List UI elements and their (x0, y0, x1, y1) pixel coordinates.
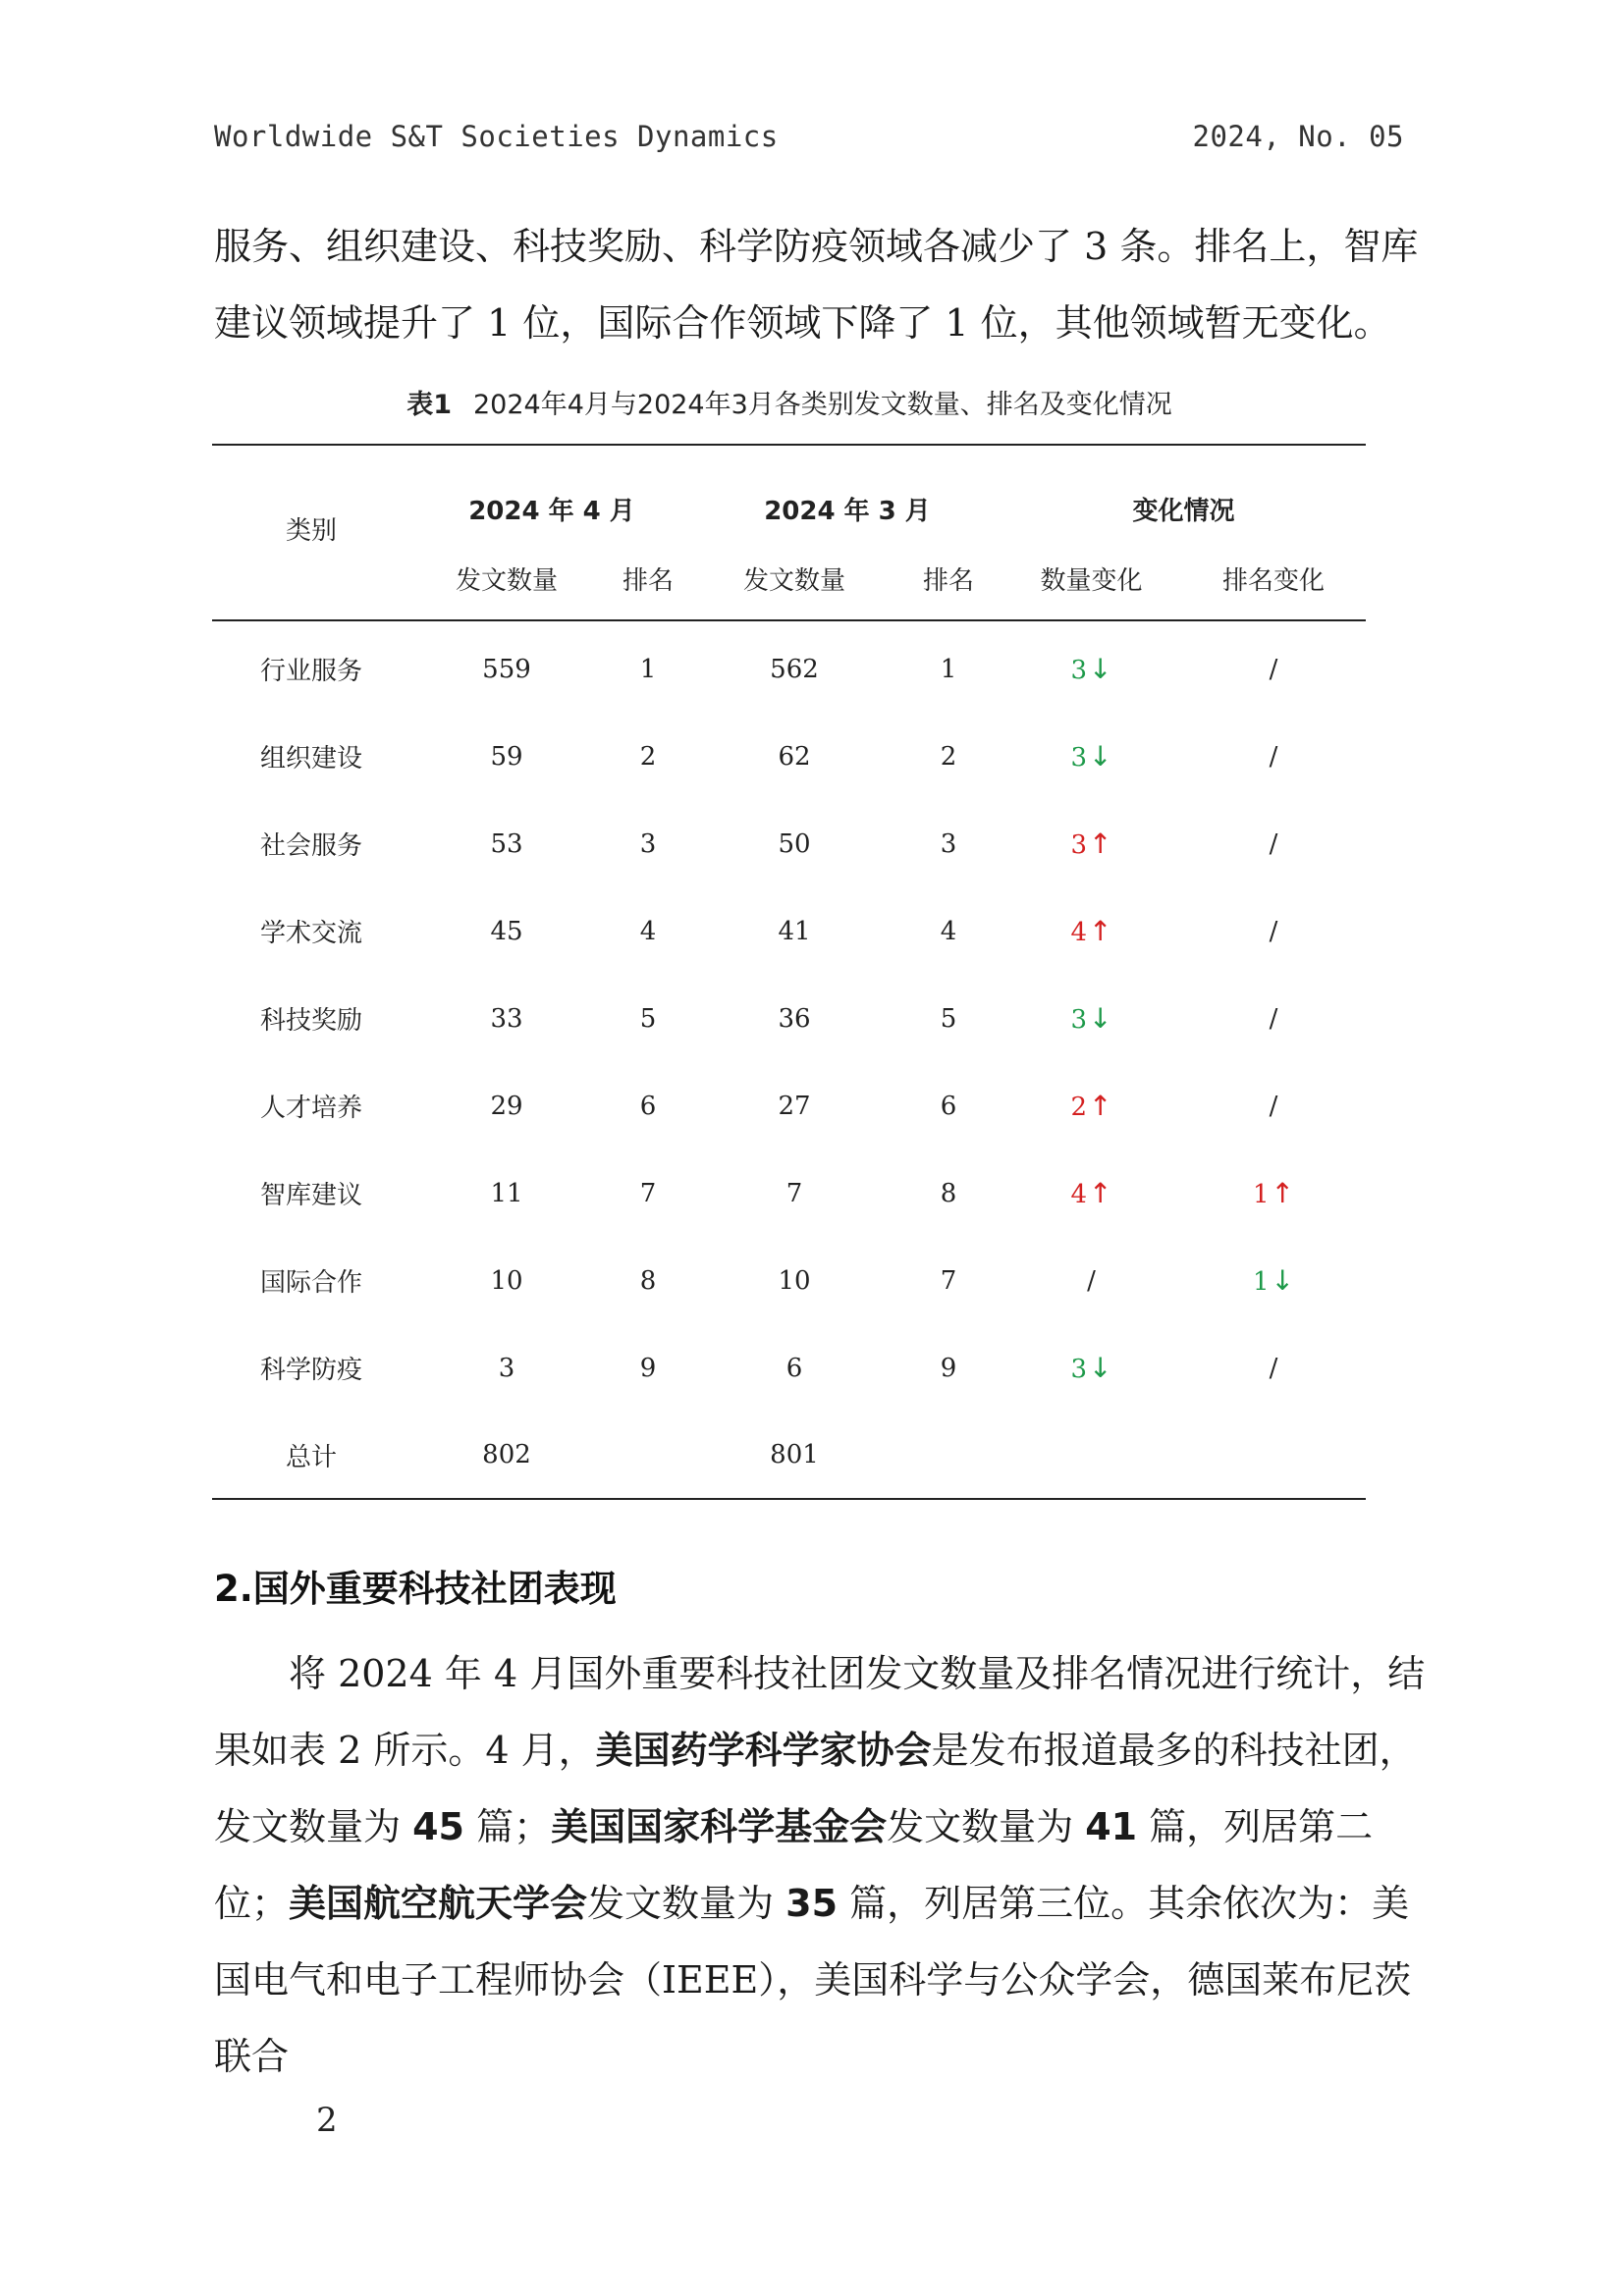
header-category: 类别 (212, 445, 410, 620)
total-count-change (1001, 1412, 1181, 1499)
header-change: 变化情况 (1001, 445, 1366, 537)
cell-mar-rank: 3 (940, 828, 957, 859)
change-value: 3 (1070, 1005, 1088, 1035)
intro-paragraph: 服务、组织建设、科技奖励、科学防疫领域各减少了 3 条。排名上，智库建议领域提升了 1 位，国际合作领域下降了 1 位，其他领域暂无变化。 (214, 225, 1419, 345)
cell-apr-count: 53 (490, 828, 523, 859)
cell-category: 人才培养 (259, 1094, 362, 1123)
cell-count-change (1001, 800, 1181, 887)
table-title: 2024年4月与2024年3月各类别发文数量、排名及变化情况 (473, 390, 1172, 420)
cell-rank-change (1181, 887, 1366, 975)
cell-mar-count: 41 (778, 916, 811, 946)
cell-category: 社会服务 (259, 831, 362, 861)
cell-apr-rank: 1 (639, 654, 657, 684)
cell-mar-count: 50 (778, 828, 811, 859)
total-mar-rank (895, 1412, 1001, 1499)
table-row (212, 975, 1366, 1062)
header-april: 2024 年 4 月 (410, 445, 693, 537)
text-segment: 篇，列居第三位。其余依次为：美国电气和电子工程师协会（IEEE），美国科学与公众学会，德国莱布尼茨联合 (214, 1882, 1412, 2078)
table-caption (214, 383, 1365, 421)
cell-mar-rank: 8 (940, 1178, 957, 1208)
arrow-up-icon: ↑ (1089, 915, 1112, 947)
cell-apr-rank: 7 (639, 1178, 657, 1208)
arrow-down-icon: ↓ (1089, 1352, 1112, 1384)
table-row (212, 1062, 1366, 1149)
table-row (212, 800, 1366, 887)
cell-mar-rank: 1 (940, 654, 957, 684)
bold-entity: 美国药学科学家协会 (595, 1729, 932, 1772)
cell-mar-count: 562 (770, 654, 819, 684)
cell-category: 组织建设 (259, 744, 362, 774)
arrow-down-icon: ↓ (1089, 653, 1112, 685)
cell-category: 科学防疫 (259, 1356, 362, 1385)
cell-mar-count: 10 (778, 1265, 811, 1296)
cell-apr-count: 559 (482, 654, 531, 684)
total-mar-count: 801 (693, 1412, 895, 1499)
cell-category: 智库建议 (259, 1181, 362, 1210)
journal-name: Worldwide S&T Societies Dynamics (214, 120, 779, 153)
cell-count-change (1001, 1149, 1181, 1237)
issue-number: 2024, No. 05 (1192, 120, 1404, 153)
table-1 (212, 444, 1366, 1500)
section2-paragraph (214, 1635, 1432, 2095)
table-row (212, 1324, 1366, 1412)
cell-mar-count: 27 (778, 1091, 811, 1121)
table-row (212, 887, 1366, 975)
cell-apr-count: 29 (490, 1091, 523, 1121)
change-value: / (1269, 916, 1278, 946)
cell-mar-rank: 9 (940, 1353, 957, 1383)
cell-count-change (1001, 1062, 1181, 1149)
cell-mar-rank: 2 (940, 741, 957, 772)
header-mar-rank: 排名 (895, 537, 1001, 620)
header-mar-count: 发文数量 (693, 537, 895, 620)
arrow-down-icon: ↓ (1089, 740, 1112, 773)
arrow-up-icon: ↑ (1089, 1177, 1112, 1209)
arrow-up-icon: ↑ (1089, 828, 1112, 860)
change-value: 3 (1070, 830, 1088, 860)
header-apr-rank: 排名 (603, 537, 693, 620)
page-number: 2 (316, 2101, 338, 2140)
section-heading: 2.国外重要科技社团表现 (214, 1568, 617, 1610)
cell-rank-change (1181, 1149, 1366, 1237)
change-value: 1 (1253, 1267, 1270, 1297)
cell-mar-rank: 5 (940, 1003, 957, 1034)
cell-apr-rank: 6 (639, 1091, 657, 1121)
cell-apr-count: 33 (490, 1003, 523, 1034)
text-segment: 发文数量为 (887, 1805, 1086, 1848)
cell-apr-count: 3 (498, 1353, 515, 1383)
text-segment: 篇，列居第二位； (214, 1805, 1374, 1925)
cell-mar-count: 62 (778, 741, 811, 772)
bold-entity: 41 (1085, 1805, 1138, 1848)
cell-apr-count: 59 (490, 741, 523, 772)
cell-category: 国际合作 (259, 1268, 362, 1298)
cell-apr-count: 11 (490, 1178, 523, 1208)
cell-count-change (1001, 713, 1181, 800)
text-segment: 篇； (463, 1805, 552, 1848)
total-row (212, 1412, 1366, 1499)
cell-rank-change (1181, 1062, 1366, 1149)
bold-entity: 美国航空航天学会 (289, 1882, 588, 1925)
cell-rank-change (1181, 620, 1366, 713)
cell-count-change (1001, 887, 1181, 975)
text-segment: 是发布报道最多的科技社团，发文数量为 (214, 1729, 1417, 1848)
cell-apr-rank: 8 (639, 1265, 657, 1296)
total-label: 总计 (212, 1412, 410, 1499)
bold-entity: 美国国家科学基金会 (551, 1805, 888, 1848)
change-value: 3 (1070, 656, 1088, 685)
cell-apr-count: 10 (490, 1265, 523, 1296)
cell-mar-rank: 7 (940, 1265, 957, 1296)
table-label: 表1 (406, 390, 452, 420)
cell-rank-change (1181, 1324, 1366, 1412)
change-value: / (1269, 1003, 1278, 1034)
change-value: 1 (1253, 1180, 1270, 1209)
text-segment: 发文数量为 (587, 1882, 786, 1925)
cell-rank-change (1181, 800, 1366, 887)
cell-mar-rank: 6 (940, 1091, 957, 1121)
header-rank-change: 排名变化 (1181, 537, 1366, 620)
change-value: / (1087, 1265, 1096, 1296)
change-value: 3 (1070, 743, 1088, 773)
cell-apr-count: 45 (490, 916, 523, 946)
change-value: / (1269, 741, 1278, 772)
cell-apr-rank: 5 (639, 1003, 657, 1034)
cell-rank-change (1181, 1237, 1366, 1324)
change-value: / (1269, 1091, 1278, 1121)
table-row (212, 1149, 1366, 1237)
cell-mar-count: 36 (778, 1003, 811, 1034)
cell-count-change (1001, 975, 1181, 1062)
cell-rank-change (1181, 975, 1366, 1062)
stats-table (212, 444, 1366, 1500)
total-rank-change (1181, 1412, 1366, 1499)
cell-mar-count: 7 (785, 1178, 803, 1208)
arrow-up-icon: ↑ (1271, 1177, 1295, 1209)
cell-apr-rank: 4 (639, 916, 657, 946)
cell-count-change (1001, 1237, 1181, 1324)
change-value: / (1269, 828, 1278, 859)
cell-apr-rank: 9 (639, 1353, 657, 1383)
change-value: / (1269, 654, 1278, 684)
table-row (212, 620, 1366, 713)
arrow-up-icon: ↑ (1089, 1090, 1112, 1122)
cell-apr-rank: 2 (639, 741, 657, 772)
cell-count-change (1001, 1324, 1181, 1412)
cell-rank-change (1181, 713, 1366, 800)
cell-category: 行业服务 (259, 657, 362, 686)
cell-category: 科技奖励 (259, 1006, 362, 1036)
cell-mar-rank: 4 (940, 916, 957, 946)
bold-entity: 45 (412, 1805, 464, 1848)
cell-apr-rank: 3 (639, 828, 657, 859)
header-march: 2024 年 3 月 (693, 445, 1001, 537)
total-apr-count: 802 (410, 1412, 603, 1499)
arrow-down-icon: ↓ (1271, 1264, 1295, 1297)
header-count-change: 数量变化 (1001, 537, 1181, 620)
cell-mar-count: 6 (785, 1353, 803, 1383)
cell-category: 学术交流 (259, 919, 362, 948)
header-apr-count: 发文数量 (410, 537, 603, 620)
change-value: 4 (1070, 1180, 1088, 1209)
table-row (212, 713, 1366, 800)
arrow-down-icon: ↓ (1089, 1002, 1112, 1035)
table-body (212, 620, 1366, 1412)
table-row (212, 1237, 1366, 1324)
change-value: / (1269, 1353, 1278, 1383)
text-segment: 将 2024 年 4 月国外重要科技社团发文数量及排名情况进行统计，结果如表 2 所示。4 月， (214, 1652, 1426, 1772)
cell-count-change (1001, 620, 1181, 713)
change-value: 4 (1070, 918, 1088, 947)
running-head (214, 120, 1404, 159)
total-apr-rank (603, 1412, 693, 1499)
bold-entity: 35 (785, 1882, 839, 1925)
change-value: 3 (1070, 1355, 1088, 1384)
change-value: 2 (1070, 1093, 1088, 1122)
